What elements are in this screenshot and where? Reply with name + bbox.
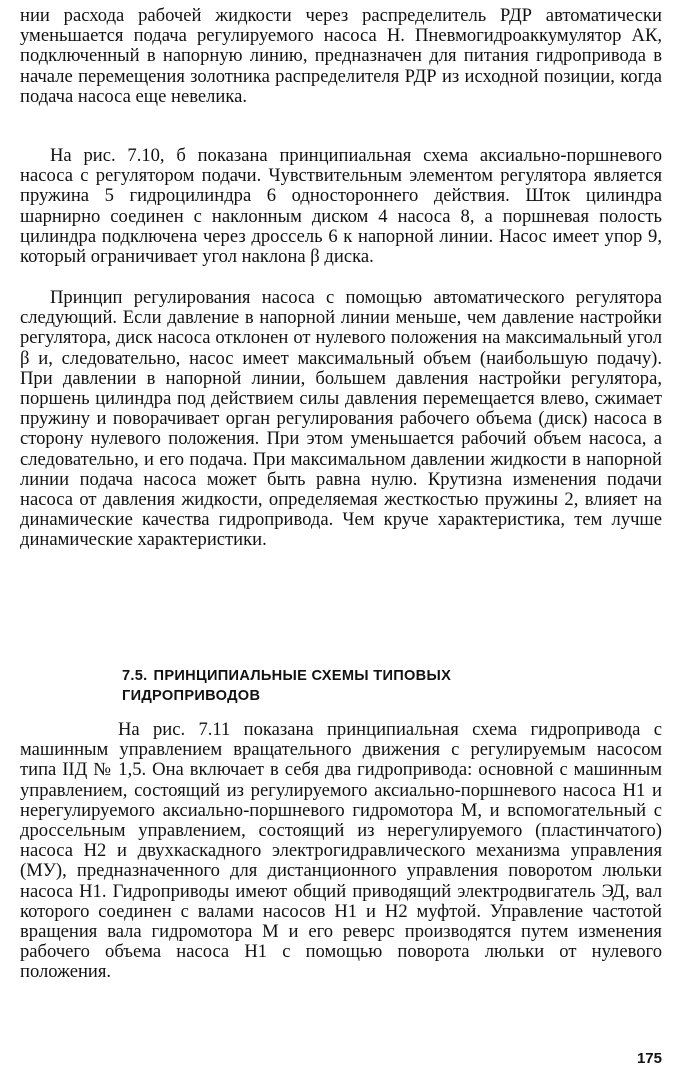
section-heading — [122, 666, 582, 706]
page-number: 175 — [636, 1050, 662, 1067]
paragraph-text: На рис. 7.10, б показана принципиальная схема аксиально-поршневого насоса с регулятором подачи. Чувствительным элементом регулятора является пружина 5 гидроцилиндра 6 одностороннего действия. Шток цилиндра шарнирно соединен с наклонным диском 4 насоса 8, а поршневая полость цилиндра подключена через дроссель 6 к напорной линии. Насос имеет упор 9, который ограничивает угол наклона β диска. — [20, 145, 662, 268]
paragraph-regulation-principle — [20, 288, 662, 551]
paragraph-hydraulic-drive — [20, 720, 662, 983]
section-title-line1: ПРИНЦИПИАЛЬНЫЕ СХЕМЫ ТИПОВЫХ — [153, 668, 452, 684]
paragraph-pump-regulator — [20, 146, 662, 267]
paragraph-continuation — [20, 6, 662, 107]
paragraph-text: Принцип регулирования насоса с помощью автоматического регулятора следующий. Если давление в напорной линии меньше, чем давление настройки регулятора, диск насоса отклонен от нулевого положения на максимальный угол β и, следовательно, насос имеет максимальный объем (наибольшую подачу). При давлении в напорной линии, большем давления настройки регулятора, поршень цилиндра под действием силы давления перемещается влево, сжимает пружину и поворачивает орган регулирования рабочего объема (диск) насоса в сторону нулевого положения. При этом уменьшается рабочий объем насоса, а следовательно, и его подача. При максимальном давлении жидкости в напорной линии подача насоса может быть равна нулю. Крутизна изменения подачи насоса от давления жидкости, определяемая жесткостью пружины 2, влияет на динамические качества гидропривода. Чем круче характеристика, тем лучше динамические характеристики. — [20, 287, 662, 551]
section-number: 7.5. — [122, 668, 148, 684]
section-title-line2: ГИДРОПРИВОДОВ — [122, 688, 261, 704]
paragraph-text: нии расхода рабочей жидкости через распределитель РДР автоматически уменьшается подача регулируемого насоса Н. Пневмогидроаккумулятор АК, подключенный в напорную линию, предназначен для питания гидропривода в начале перемещения золотника распределителя РДР из исходной позиции, когда подача насоса еще невелика. — [20, 5, 662, 107]
paragraph-text: На рис. 7.11 показана принципиальная схема гидропривода с машинным управлением вращательного движения с регулируемым насосом типа IIД № 1,5. Она включает в себя два гидропривода: основной с машинным управлением, состоящий из регулируемого аксиально-поршневого насоса Н1 и нерегулируемого аксиально-поршневого гидромотора М, и вспомогательный с дроссельным управлением, состоящий из нерегулируемого (пластинчатого) насоса Н2 и двухкаскадного электрогидравлического механизма управления (МУ), предназначенного для дистанционного управления поворотом люльки насоса Н1. Гидроприводы имеют общий приводящий электродвигатель ЭД, вал которого соединен с валами насосов Н1 и Н2 муфтой. Управление частотой вращения вала гидромотора М и его реверс производятся путем изменения рабочего объема насоса Н1 с помощью поворота люльки от нулевого положения. — [20, 719, 662, 983]
